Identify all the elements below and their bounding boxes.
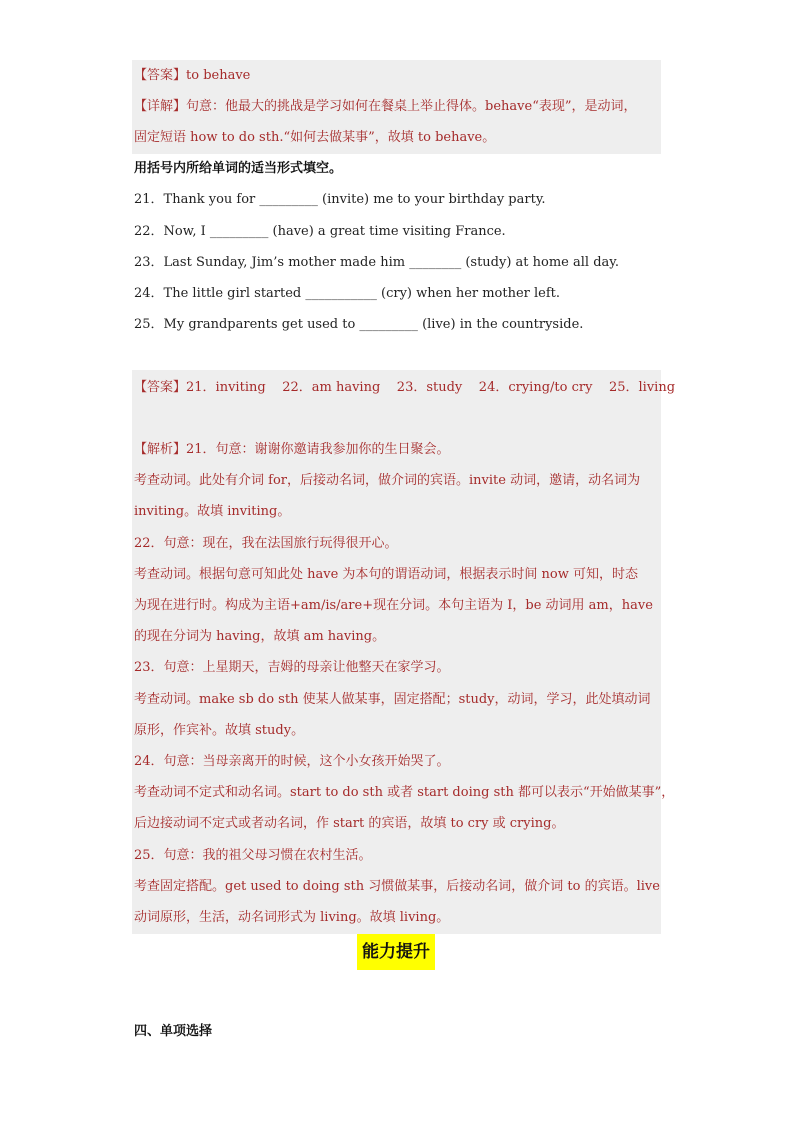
question-22: 22．Now, I _________ (have) a great time visiting France. [134,224,506,239]
analysis-line: 的现在分词为 having，故填 am having。 [134,629,386,644]
analysis-label: 【解析】 [134,442,187,457]
question-21: 21．Thank you for _________ (invite) me to your birthday party. [134,192,546,207]
question-25: 25．My grandparents get used to _________ (live) in the countryside. [134,317,584,332]
analysis-line: 考查动词。此处有介词 for，后接动名词，做介词的宾语。invite 动词，邀请，动名词为 [134,473,641,488]
answer-label: 【答案】 [134,68,187,83]
analysis-text: 21．句意：谢谢你邀请我参加你的生日聚会。 [186,442,450,457]
question-23: 23．Last Sunday, Jim’s mother made him ________ (study) at home all day. [134,255,620,270]
analysis-line: 24．句意：当母亲离开的时候，这个小女孩开始哭了。 [134,754,450,769]
analysis-line: 23．句意：上星期天，吉姆的母亲让他整天在家学习。 [134,660,450,675]
analysis-line: 考查动词不定式和动名词。start to do sth 或者 start doing sth 都可以表示“开始做某事”， [134,785,675,800]
detail-label: 【详解】 [134,99,187,114]
question-24: 24．The little girl started ___________ (cry) when her mother left. [134,286,561,301]
analysis-line: 考查固定搭配。get used to doing sth 习惯做某事，后接动名词，做介词 to 的宾语。live [134,879,660,894]
section-heading-highlight: 能力提升 [357,934,435,970]
analysis-line: 考查动词。make sb do sth 使某人做某事，固定搭配；study，动词，学习，此处填动词 [134,692,651,707]
analysis-line: 考查动词。根据句意可知此处 have 为本句的谓语动词，根据表示时间 now 可知，时态 [134,567,639,582]
analysis-line: 为现在进行时。构成为主语+am/is/are+现在分词。本句主语为 I，be 动词用 am，have [134,598,653,613]
answer-line-2 [134,379,675,397]
analysis-line: 25．句意：我的祖父母习惯在农村生活。 [134,848,372,863]
analysis-line-1 [134,441,450,459]
analysis-line: inviting。故填 inviting。 [134,504,291,519]
detail-line-2: 固定短语 how to do sth.“如何去做某事”，故填 to behave。 [134,130,496,145]
detail-text-1: 句意：他最大的挑战是学习如何在餐桌上举止得体。behave“表现”，是动词， [186,99,637,114]
analysis-line: 动词原形，生活，动名词形式为 living。故填 living。 [134,910,450,925]
section-four-heading: 四、单项选择 [134,1024,213,1039]
answer2-label: 【答案】 [134,380,187,395]
answer-value: to behave [186,68,251,83]
analysis-line: 后边接动词不定式或者动名词，作 start 的宾语，故填 to cry 或 crying。 [134,816,565,831]
detail-line-1 [134,98,636,116]
analysis-line: 22．句意：现在，我在法国旅行玩得很开心。 [134,536,398,551]
analysis-line: 原形，作宾补。故填 study。 [134,723,305,738]
instructions-heading: 用括号内所给单词的适当形式填空。 [134,161,343,176]
answer-line-1 [134,67,250,85]
answer2-value: 21．inviting 22．am having 23．study 24．crying/to cry 25．living [186,380,676,395]
